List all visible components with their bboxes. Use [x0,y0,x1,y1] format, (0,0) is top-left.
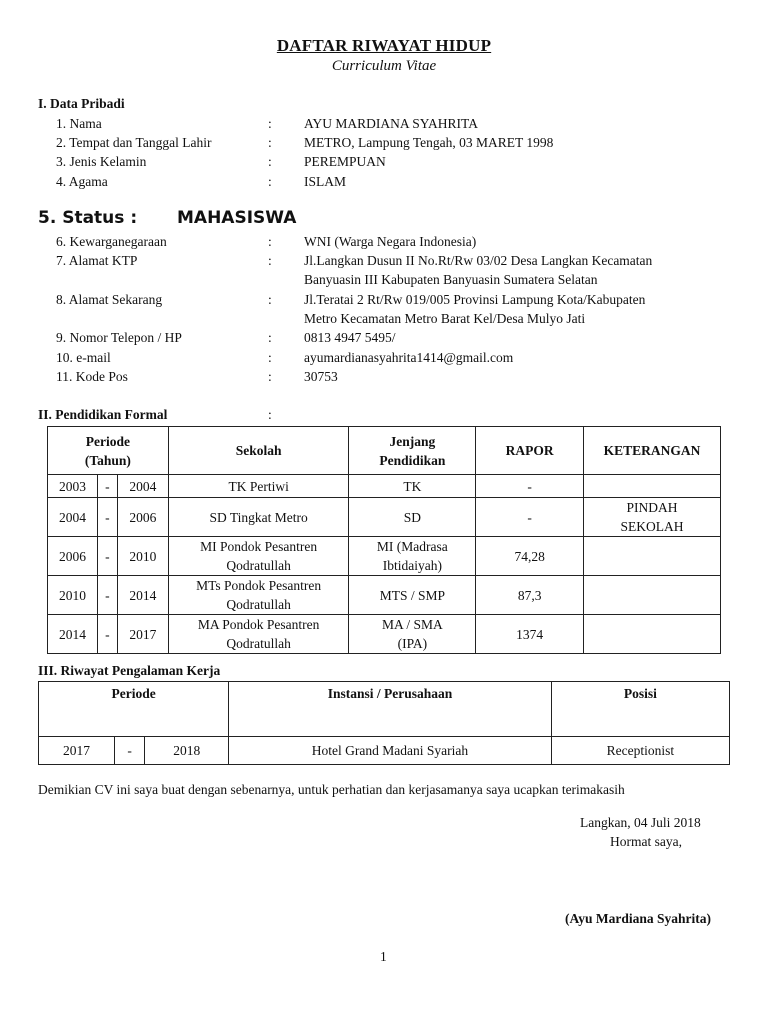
level-line2: Ibtidaiyah) [382,558,442,573]
note-cell [584,475,721,498]
company-cell: Hotel Grand Madani Syariah [229,737,551,765]
period-start: 2006 [48,537,98,576]
field-value: WNI (Warga Negara Indonesia) [304,234,477,249]
section-heading-colon: : [268,407,272,422]
field-colon: : [268,154,272,169]
field-value: PEREMPUAN [304,154,386,169]
header-keterangan: KETERANGAN [584,427,721,475]
document-title: DAFTAR RIWAYAT HIDUP [276,36,492,55]
note-cell [584,537,721,576]
school-line1: MA Pondok Pesantren [197,617,320,632]
grade-cell: 74,28 [476,537,584,576]
field-label: 10. e-mail [56,350,111,365]
period-end: 2010 [117,537,168,576]
period-start: 2004 [48,498,98,537]
education-table [47,426,721,654]
field-colon: : [268,369,272,384]
field-label: 8. Alamat Sekarang [56,292,163,307]
level-line1: MI (Madrasa [376,539,448,554]
field-value: 30753 [304,369,338,384]
section-heading-pendidikan: II. Pendidikan Formal [38,407,168,422]
grade-cell: - [476,498,584,537]
field-colon: : [268,234,272,249]
document-subtitle: Curriculum Vitae [331,58,437,74]
level-line1: MA / SMA [381,617,443,632]
field-colon: : [268,292,272,307]
header-periode [48,427,169,475]
field-colon: : [268,253,272,268]
school-cell: TK Pertiwi [168,475,349,498]
period-dash: - [115,737,145,765]
field-value: Jl.Teratai 2 Rt/Rw 019/005 Provinsi Lampung Kota/Kabupaten [304,292,646,307]
school-line1: MI Pondok Pesantren [200,539,318,554]
work-experience-table [38,681,730,765]
status-value: MAHASISWA [177,208,297,228]
period-start: 2014 [48,615,98,654]
field-value: Jl.Langkan Dusun II No.Rt/Rw 03/02 Desa Langkan Kecamatan [304,253,653,268]
period-dash: - [97,475,117,498]
header-jenjang-line2: Pendidikan [379,452,446,468]
note-cell [584,498,721,537]
note-line1: PINDAH [626,500,678,515]
school-cell [168,576,349,615]
school-line1: MTs Pondok Pesantren [196,578,322,593]
field-value-continued: Banyuasin III Kabupaten Banyuasin Sumatera Selatan [304,272,598,287]
field-label: 4. Agama [56,174,108,189]
header-sekolah: Sekolah [168,427,349,475]
field-value: 0813 4947 5495/ [304,330,396,345]
signature-name: (Ayu Mardiana Syahrita) [565,911,712,926]
period-start: 2003 [48,475,98,498]
field-colon: : [268,174,272,189]
field-label: 1. Nama [56,116,102,131]
table-row [48,576,721,615]
field-value: ISLAM [304,174,347,189]
school-line2: Qodratullah [226,558,291,573]
field-value: AYU MARDIANA SYAHRITA [304,116,478,131]
header-instansi: Instansi / Perusahaan [229,682,551,737]
level-cell [349,615,476,654]
period-dash: - [97,615,117,654]
school-cell [168,537,349,576]
table-row [39,737,730,765]
period-end: 2014 [117,576,168,615]
school-cell: SD Tingkat Metro [168,498,349,537]
closing-statement: Demikian CV ini saya buat dengan sebenarnya, untuk perhatian dan kerjasamanya saya ucapkan terimakasih [38,782,625,797]
header-periode-line2: (Tahun) [84,452,131,468]
field-label: 7. Alamat KTP [56,253,138,268]
table-row [48,475,721,498]
field-label: 9. Nomor Telepon / HP [56,330,182,345]
note-cell [584,615,721,654]
grade-cell: 1374 [476,615,584,654]
header-jenjang [349,427,476,475]
position-cell: Receptionist [551,737,729,765]
note-cell [584,576,721,615]
page-number: 1 [380,949,387,964]
section-heading-data-pribadi: I. Data Pribadi [38,96,125,111]
field-label: 2. Tempat dan Tanggal Lahir [56,135,212,150]
field-label: 6. Kewarganegaraan [56,234,167,249]
field-value: METRO, Lampung Tengah, 03 MARET 1998 [304,135,554,150]
period-dash: - [97,498,117,537]
school-line2: Qodratullah [226,636,291,651]
level-cell: MTS / SMP [349,576,476,615]
table-row [48,498,721,537]
field-label: 11. Kode Pos [56,369,128,384]
field-label: 3. Jenis Kelamin [56,154,147,169]
table-row [48,537,721,576]
section-heading-pengalaman-kerja: III. Riwayat Pengalaman Kerja [38,663,221,678]
field-colon: : [268,116,272,131]
header-jenjang-line1: Jenjang [389,433,436,449]
header-periode: Periode [39,682,229,737]
header-posisi: Posisi [551,682,729,737]
period-end: 2017 [117,615,168,654]
table-header-row [39,682,730,737]
grade-cell: 87,3 [476,576,584,615]
level-cell: SD [349,498,476,537]
field-value: ayumardianasyahrita1414@gmail.com [304,350,514,365]
period-end: 2004 [117,475,168,498]
greeting: Hormat saya, [610,834,682,849]
header-periode-line1: Periode [85,433,131,449]
period-start: 2017 [39,737,115,765]
header-rapor: RAPOR [476,427,584,475]
table-header-row [48,427,721,475]
table-row [48,615,721,654]
school-cell [168,615,349,654]
grade-cell: - [476,475,584,498]
place-date: Langkan, 04 Juli 2018 [580,815,701,830]
level-cell: TK [349,475,476,498]
field-colon: : [268,350,272,365]
period-dash: - [97,576,117,615]
period-end: 2018 [145,737,229,765]
field-colon: : [268,135,272,150]
period-dash: - [97,537,117,576]
field-colon: : [268,330,272,345]
school-line2: Qodratullah [226,597,291,612]
status-label: 5. Status : [38,208,138,228]
field-value-continued: Metro Kecamatan Metro Barat Kel/Desa Mulyo Jati [304,311,586,326]
level-cell [349,537,476,576]
period-end: 2006 [117,498,168,537]
level-line2: (IPA) [397,636,428,651]
note-line2: SEKOLAH [620,519,684,534]
period-start: 2010 [48,576,98,615]
